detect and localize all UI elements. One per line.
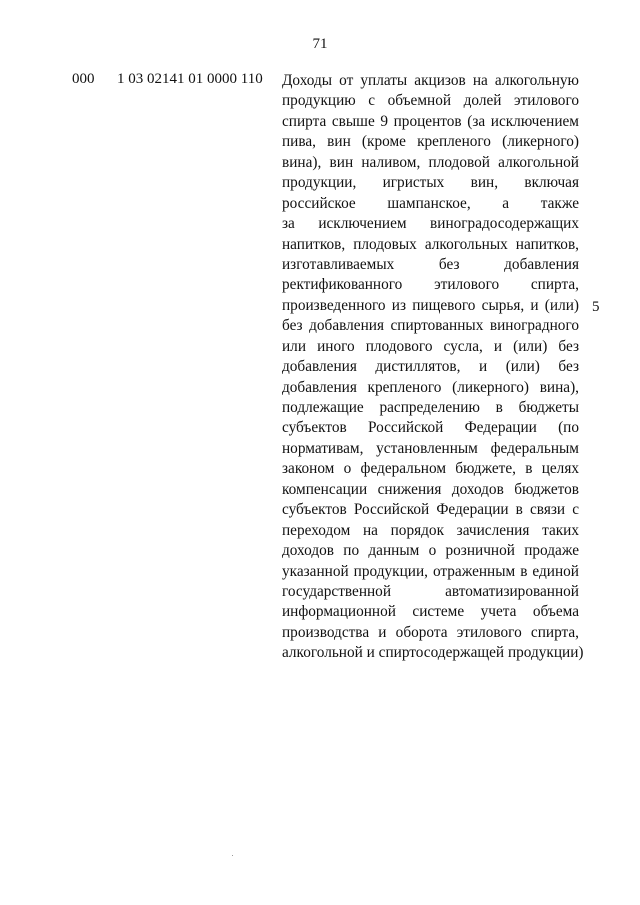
margin-line-number: 5 [592,299,600,315]
description-line: алкогольной и спиртосодержащей продукции) [282,644,584,662]
description-line: субъектов Российской Федерации (по [282,419,579,437]
scan-speck [232,855,233,856]
description-line: ректификованного этилового спирта, [282,276,579,294]
description-line: за исключением виноградосодержащих [282,215,579,233]
description-line: законом о федеральном бюджете, в целях [282,460,579,478]
description-line: спирта свыше 9 процентов (за исключением [282,112,579,130]
description-line: добавления дистиллятов, и (или) без [282,358,579,376]
description-line: произведенного из пищевого сырья, и (или) [282,296,579,314]
description-line: доходов по данным о розничной продаже [282,542,579,560]
description-line: Доходы от уплаты акцизов на алкогольную [282,72,579,89]
description-line: напитков, плодовых алкогольных напитков, [282,235,579,253]
description-line: подлежащие распределению в бюджеты [282,399,579,416]
description-line: информационной системе учета объема [282,603,579,621]
description-line: или иного плодового сусла, и (или) без [282,337,579,355]
page-number: 71 [312,36,328,52]
description-line: государственной автоматизированной [282,582,579,600]
description-line: вина), вин наливом, плодовой алкогольной [282,153,579,171]
description-line: производства и оборота этилового спирта, [282,623,579,641]
description-line: указанной продукции, отраженным в единой [282,562,579,580]
description-line: нормативам, установленным федеральным [282,439,579,457]
description-line: продукцию с объемной долей этилового [282,92,579,110]
description-line: компенсации снижения доходов бюджетов [282,480,579,498]
revenue-description [282,71,584,664]
description-line: пива, вин (кроме крепленого (ликерного) [282,133,579,151]
admin-code: 000 [72,71,95,87]
description-line: российское шампанское, а также [282,194,579,212]
description-line: продукции, игристых вин, включая [282,174,579,192]
kbk-code: 1 03 02141 01 0000 110 [117,71,263,87]
description-line: переходом на порядок зачисления таких [282,521,579,539]
description-line: изготавливаемых без добавления [282,255,579,273]
description-line: добавления крепленого (ликерного) вина), [282,378,579,396]
description-line: без добавления спиртованных виноградного [282,317,579,335]
description-line: субъектов Российской Федерации в связи с [282,501,579,519]
